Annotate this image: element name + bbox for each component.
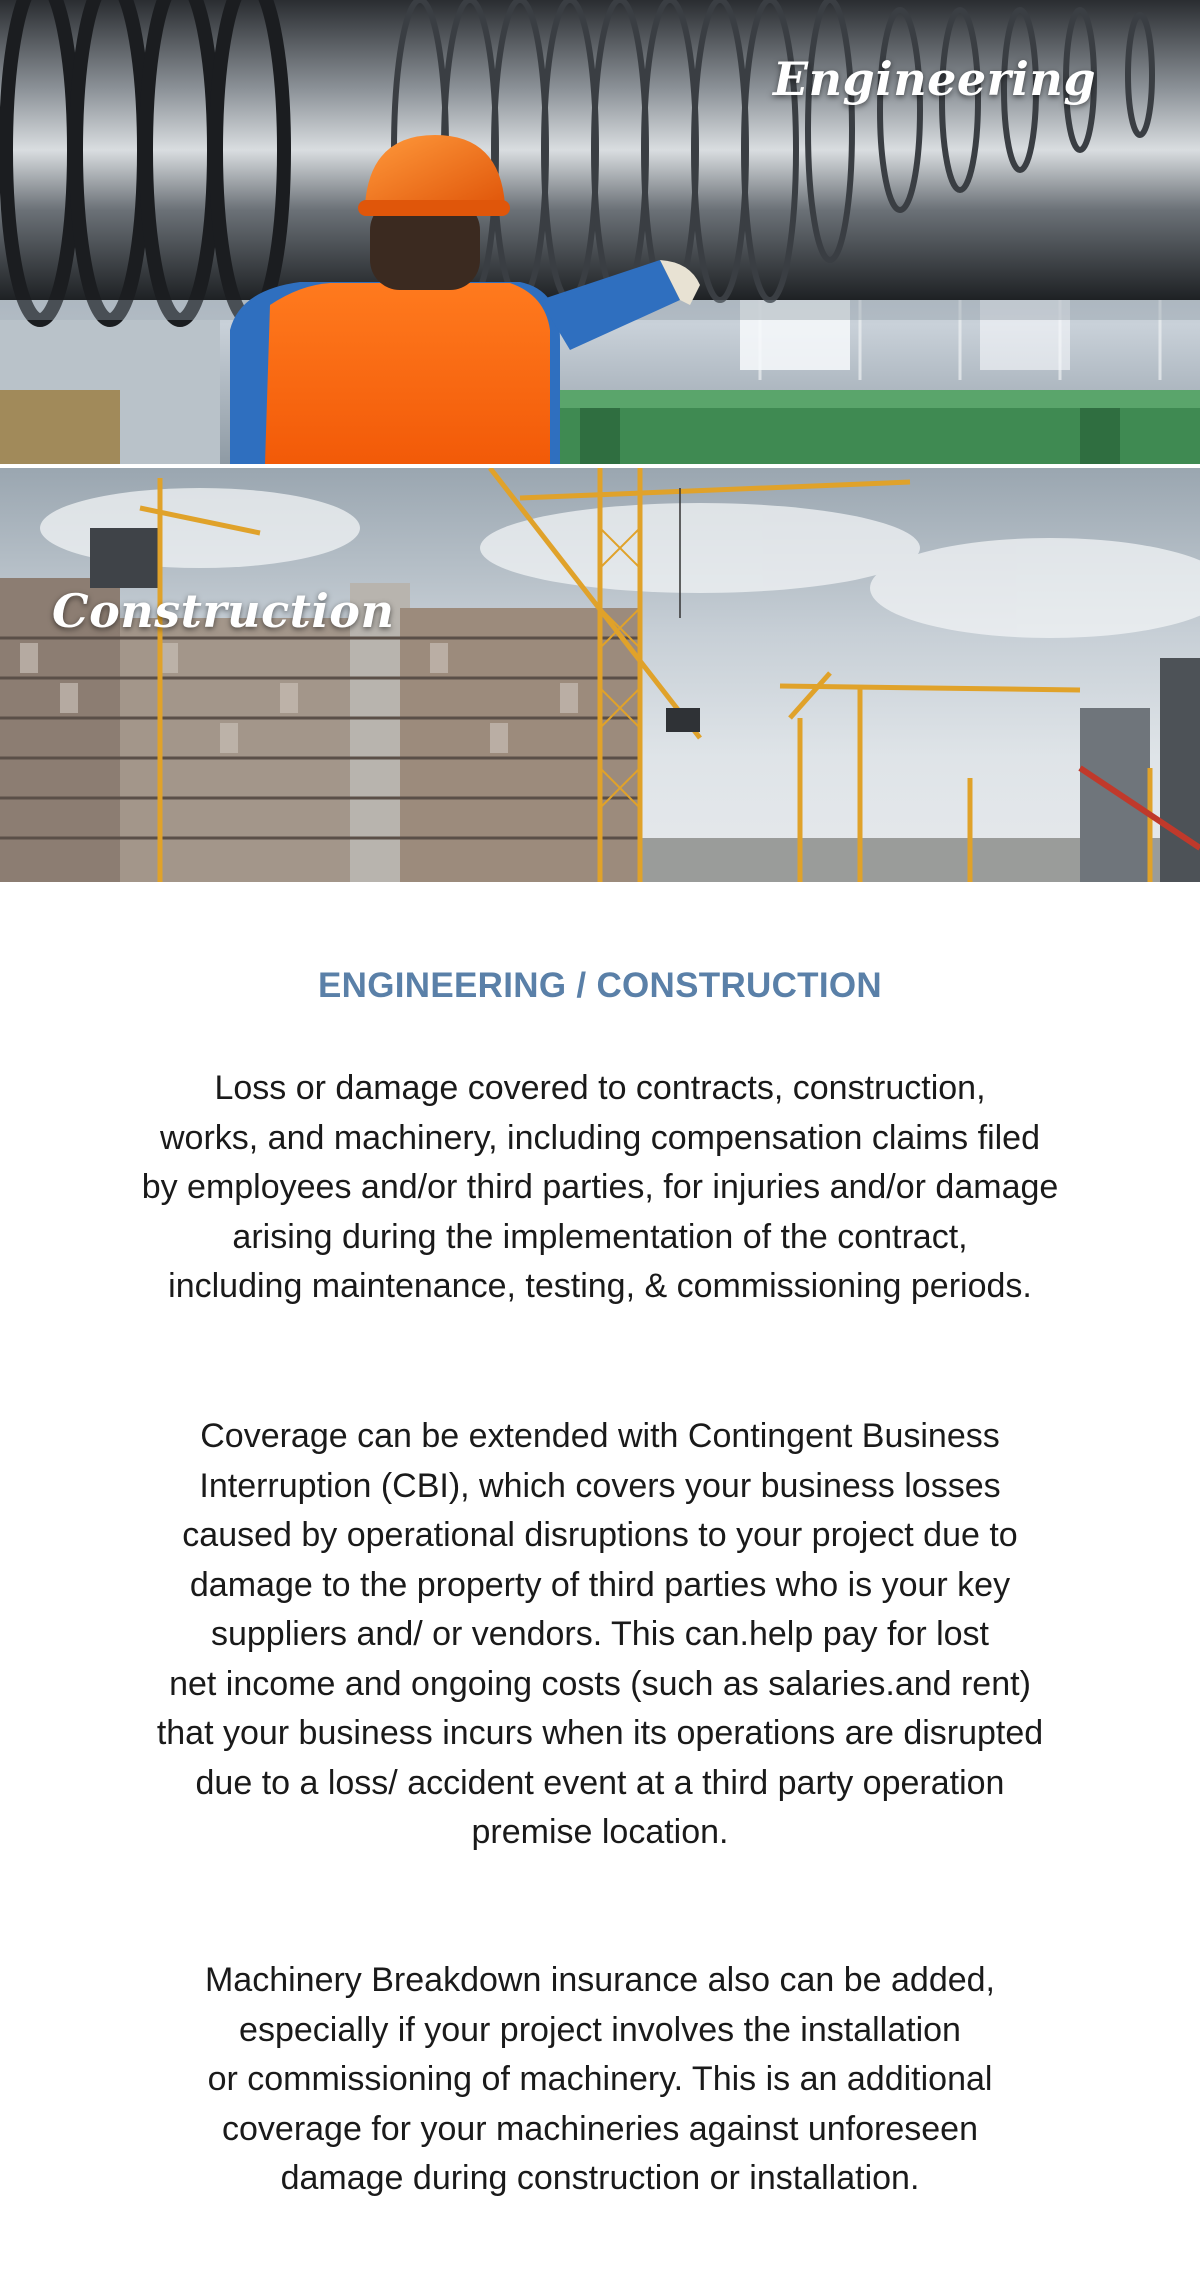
construction-banner-image [0,468,1200,882]
section-heading: ENGINEERING / CONSTRUCTION [318,966,882,1005]
construction-banner [0,468,1200,882]
machinery-breakdown-paragraph: Machinery Breakdown insurance also can be added, especially if your project involves the installation or commissioning of machinery. This is an additional coverage for your machineries against unforeseen damage during construction or installation. [204,1961,996,2197]
construction-banner-title: Construction [52,584,395,638]
engineering-banner-title: Engineering [773,52,1096,106]
engineering-banner [0,0,1200,464]
coverage-description-paragraph: Loss or damage covered to contracts, construction, works, and machinery, including compensation claims filed by employees and/or third parties, for injuries and/or damage arising during the implementation of the contract, including maintenance, testing, & commissioning periods. [141,1069,1059,1305]
cbi-extension-paragraph: Coverage can be extended with Contingent Business Interruption (CBI), which covers your business losses caused by operational disruptions to your project due to damage to the property of third parties who is your key suppliers and/ or vendors. This can.help pay for lost net income and ongoing costs (such as salaries.and rent) that your business incurs when its operations are disrupted due to a loss/ accident event at a third party operation premise location. [156,1417,1044,1851]
